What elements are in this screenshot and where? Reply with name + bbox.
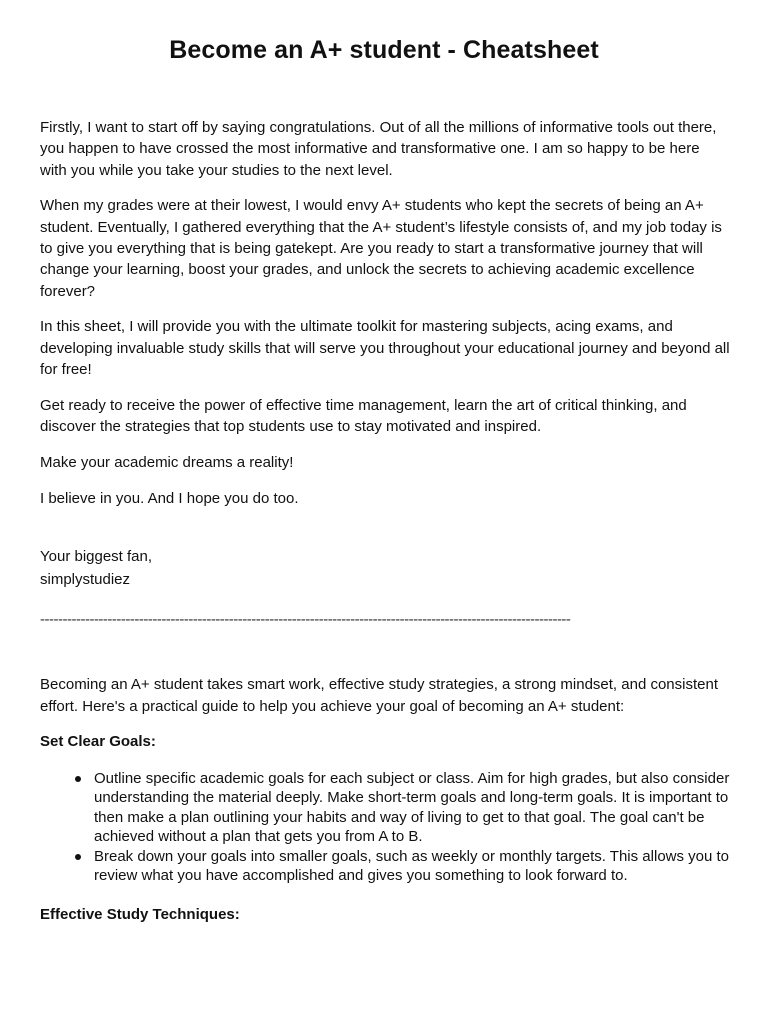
bullet-icon	[75, 776, 81, 782]
bullet-text: Break down your goals into smaller goals, such as weekly or monthly targets. This allows you to review what you have accomplished and gives you something to look forward to.	[94, 847, 730, 885]
list-item	[94, 847, 730, 886]
signature	[40, 545, 730, 591]
intro-paragraph-1: Firstly, I want to start off by saying congratulations. Out of all the millions of informative tools out there, you happen to have crossed the most informative and transformative one. I am so happy to be here with you while you take your studies to the next level.	[40, 119, 717, 179]
page-title: Become an A+ student - Cheatsheet	[169, 36, 599, 64]
list-item	[94, 769, 730, 847]
bullet-text: Outline specific academic goals for each subject or class. Aim for high grades, but also consider understanding the material deeply. Make short-term goals and long-term goals. It is important to then make a plan outlining your habits and way of living to get to that goal. The goal can't be achieved without a plan that gets you from A to B.	[94, 769, 730, 846]
section-heading-study-techniques: Effective Study Techniques:	[40, 905, 240, 923]
document-body	[40, 117, 730, 941]
intro-paragraph-5: Make your academic dreams a reality!	[40, 453, 294, 471]
intro-paragraph-4: Get ready to receive the power of effective time management, learn the art of critical thinking, and discover the strategies that top students use to stay motivated and inspired.	[40, 396, 687, 436]
guide-intro: Becoming an A+ student takes smart work, effective study strategies, a strong mindset, and consistent effort. Here's a practical guide to help you achieve your goal of becoming an A+ student:	[40, 676, 718, 715]
intro-paragraph-6: I believe in you. And I hope you do too.	[40, 489, 299, 507]
section-heading-goals: Set Clear Goals:	[40, 733, 156, 751]
signature-name: simplystudiez	[40, 570, 131, 588]
intro-paragraph-2: When my grades were at their lowest, I would envy A+ students who kept the secrets of being an A+ student. Eventually, I gathered everything that the A+ student’s lifestyle consists of, and my job today is to give you everything that is being gatekept. Are you ready to start a transformative journey that will change your learning, boost your grades, and unlock the secrets to achieving academic excellence forever?	[40, 197, 722, 300]
section-divider: ----------------------------------------------------------------------------------------------------------------------	[40, 610, 571, 628]
intro-paragraph-3: In this sheet, I will provide you with the ultimate toolkit for mastering subjects, acing exams, and developing invaluable study skills that will serve you throughout your educational journey and beyond all for free!	[40, 318, 730, 378]
signature-line-1: Your biggest fan,	[40, 547, 153, 565]
goals-bullet-list	[40, 769, 730, 886]
bullet-icon	[75, 854, 81, 860]
